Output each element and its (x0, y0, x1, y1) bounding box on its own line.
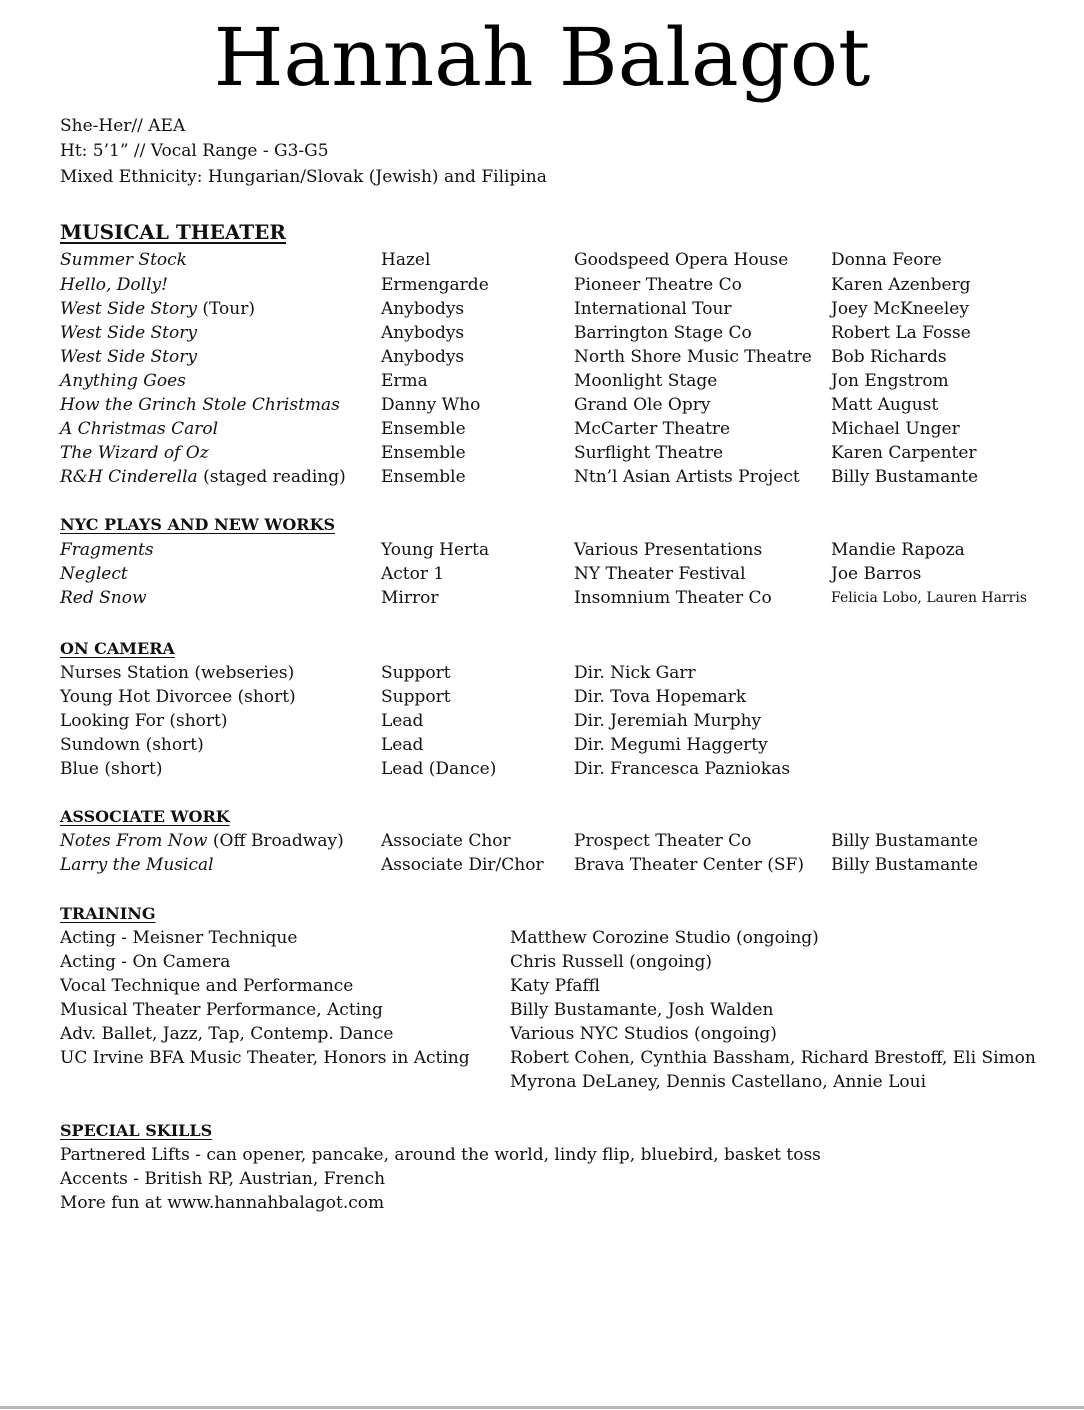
training-subject: Adv. Ballet, Jazz, Tap, Contemp. Dance (60, 1024, 394, 1044)
credit-row (0, 562, 1084, 586)
credit-row (0, 661, 1084, 685)
credit-row (0, 829, 1084, 853)
training-teacher: Various NYC Studios (ongoing) (510, 1024, 777, 1044)
training-subject: UC Irvine BFA Music Theater, Honors in Acting (60, 1048, 470, 1068)
credit-director: Bob Richards (831, 347, 947, 367)
credit-title: Neglect (60, 564, 128, 584)
credit-director: Joey McKneeley (831, 299, 969, 319)
credit-company: Prospect Theater Co (574, 831, 752, 851)
credit-title: Blue (short) (60, 759, 163, 779)
credit-title: Notes From Now (Off Broadway) (60, 831, 344, 851)
credit-row (0, 393, 1084, 417)
credit-role: Mirror (381, 588, 439, 608)
credit-director: Mandie Rapoza (831, 540, 965, 560)
credit-title: A Christmas Carol (60, 419, 219, 439)
credit-company: Pioneer Theatre Co (574, 275, 742, 295)
credit-company: Goodspeed Opera House (574, 250, 789, 270)
credit-role: Ensemble (381, 443, 466, 463)
ethnicity: Mixed Ethnicity: Hungarian/Slovak (Jewish) and Filipina (60, 167, 547, 187)
section-heading-nyc-plays: NYC PLAYS AND NEW WORKS (60, 515, 336, 534)
training-row (0, 950, 1084, 974)
credit-director: Jon Engstrom (831, 371, 949, 391)
credit-role: Support (381, 663, 451, 683)
training-row (0, 926, 1084, 950)
credit-title: Nurses Station (webseries) (60, 663, 295, 683)
credit-role: Danny Who (381, 395, 481, 415)
credit-company: Moonlight Stage (574, 371, 718, 391)
credit-title: West Side Story (60, 347, 197, 367)
credit-row (0, 248, 1084, 272)
credit-company: International Tour (574, 299, 732, 319)
credit-director: Karen Azenberg (831, 275, 971, 295)
credit-company: Barrington Stage Co (574, 323, 752, 343)
credit-role: Ensemble (381, 419, 466, 439)
height-vocal-range: Ht: 5’1” // Vocal Range - G3-G5 (60, 141, 329, 161)
credit-role: Associate Chor (381, 831, 511, 851)
credit-company: Surflight Theatre (574, 443, 724, 463)
credit-title: Anything Goes (60, 371, 186, 391)
credit-director: Billy Bustamante (831, 467, 979, 487)
credit-role: Ensemble (381, 467, 466, 487)
credit-role: Associate Dir/Chor (381, 855, 544, 875)
training-row (0, 974, 1084, 998)
credit-director: Felicia Lobo, Lauren Harris (831, 590, 1028, 606)
section-heading-special-skills: SPECIAL SKILLS (60, 1121, 213, 1140)
credit-title: Young Hot Divorcee (short) (60, 687, 296, 707)
credit-row (0, 369, 1084, 393)
training-subject: Musical Theater Performance, Acting (60, 1000, 383, 1020)
page-bottom-edge (0, 1406, 1084, 1409)
pronouns-union: She-Her// AEA (60, 116, 186, 136)
credit-director: Dir. Tova Hopemark (574, 687, 747, 707)
training-teacher: Chris Russell (ongoing) (510, 952, 713, 972)
credit-director: Billy Bustamante (831, 831, 979, 851)
credit-director: Michael Unger (831, 419, 960, 439)
section-heading-training: TRAINING (60, 904, 156, 923)
credit-role: Lead (381, 711, 424, 731)
credit-director: Karen Carpenter (831, 443, 977, 463)
credit-director: Joe Barros (831, 564, 922, 584)
credit-director: Dir. Nick Garr (574, 663, 696, 683)
credit-company: North Shore Music Theatre (574, 347, 812, 367)
skill-line: Accents - British RP, Austrian, French (60, 1169, 386, 1189)
credit-row (0, 441, 1084, 465)
credit-row (0, 465, 1084, 489)
credit-role: Hazel (381, 250, 431, 270)
training-teacher: Billy Bustamante, Josh Walden (510, 1000, 774, 1020)
credit-role: Anybodys (381, 299, 465, 319)
training-subject: Acting - Meisner Technique (60, 928, 298, 948)
credit-director: Donna Feore (831, 250, 942, 270)
credit-row (0, 685, 1084, 709)
credit-row (0, 853, 1084, 877)
credit-title: Fragments (60, 540, 154, 560)
credit-title: R&H Cinderella (staged reading) (60, 467, 346, 487)
credit-title: Looking For (short) (60, 711, 228, 731)
credit-director: Dir. Jeremiah Murphy (574, 711, 762, 731)
credit-title: How the Grinch Stole Christmas (60, 395, 340, 415)
credit-director: Robert La Fosse (831, 323, 971, 343)
credit-row (0, 586, 1084, 610)
credit-director: Billy Bustamante (831, 855, 979, 875)
training-row (0, 1046, 1084, 1070)
credit-company: NY Theater Festival (574, 564, 746, 584)
credit-role: Lead (381, 735, 424, 755)
training-subject: Vocal Technique and Performance (60, 976, 354, 996)
credit-role: Erma (381, 371, 428, 391)
skill-line: Partnered Lifts - can opener, pancake, around the world, lindy flip, bluebird, basket toss (60, 1145, 821, 1165)
credit-role: Young Herta (381, 540, 490, 560)
credit-row (0, 321, 1084, 345)
credit-row (0, 345, 1084, 369)
training-teacher: Myrona DeLaney, Dennis Castellano, Annie Loui (510, 1072, 927, 1092)
credit-role: Actor 1 (381, 564, 445, 584)
credit-row (0, 273, 1084, 297)
credit-company: McCarter Theatre (574, 419, 731, 439)
training-row (0, 1022, 1084, 1046)
credit-company: Insomnium Theater Co (574, 588, 772, 608)
credit-company: Ntn’l Asian Artists Project (574, 467, 800, 487)
credit-role: Ermengarde (381, 275, 489, 295)
section-heading-associate-work: ASSOCIATE WORK (60, 807, 230, 826)
skill-line: More fun at www.hannahbalagot.com (60, 1193, 385, 1213)
credit-company: Brava Theater Center (SF) (574, 855, 804, 875)
credit-role: Support (381, 687, 451, 707)
credit-title: Hello, Dolly! (60, 275, 168, 295)
credit-role: Anybodys (381, 347, 465, 367)
credit-title: The Wizard of Oz (60, 443, 209, 463)
credit-title: Summer Stock (60, 250, 187, 270)
section-heading-musical-theater: MUSICAL THEATER (60, 220, 287, 244)
credit-director: Dir. Megumi Haggerty (574, 735, 768, 755)
credit-title: West Side Story (Tour) (60, 299, 255, 319)
credit-company: Grand Ole Opry (574, 395, 711, 415)
training-row (0, 1070, 1084, 1094)
credit-row (0, 757, 1084, 781)
credit-company: Various Presentations (574, 540, 763, 560)
credit-title: West Side Story (60, 323, 197, 343)
credit-role: Anybodys (381, 323, 465, 343)
section-heading-on-camera: ON CAMERA (60, 639, 175, 658)
credit-row (0, 297, 1084, 321)
training-teacher: Matthew Corozine Studio (ongoing) (510, 928, 819, 948)
credit-title: Red Snow (60, 588, 147, 608)
credit-row (0, 709, 1084, 733)
credit-title: Sundown (short) (60, 735, 204, 755)
credit-title: Larry the Musical (60, 855, 214, 875)
training-row (0, 998, 1084, 1022)
training-teacher: Katy Pfaffl (510, 976, 601, 996)
resume-name: Hannah Balagot (213, 11, 871, 104)
credit-director: Matt August (831, 395, 939, 415)
credit-row (0, 417, 1084, 441)
credit-row (0, 538, 1084, 562)
credit-director: Dir. Francesca Pazniokas (574, 759, 791, 779)
credit-role: Lead (Dance) (381, 759, 497, 779)
credit-row (0, 733, 1084, 757)
training-teacher: Robert Cohen, Cynthia Bassham, Richard Brestoff, Eli Simon (510, 1048, 1036, 1068)
training-subject: Acting - On Camera (60, 952, 231, 972)
